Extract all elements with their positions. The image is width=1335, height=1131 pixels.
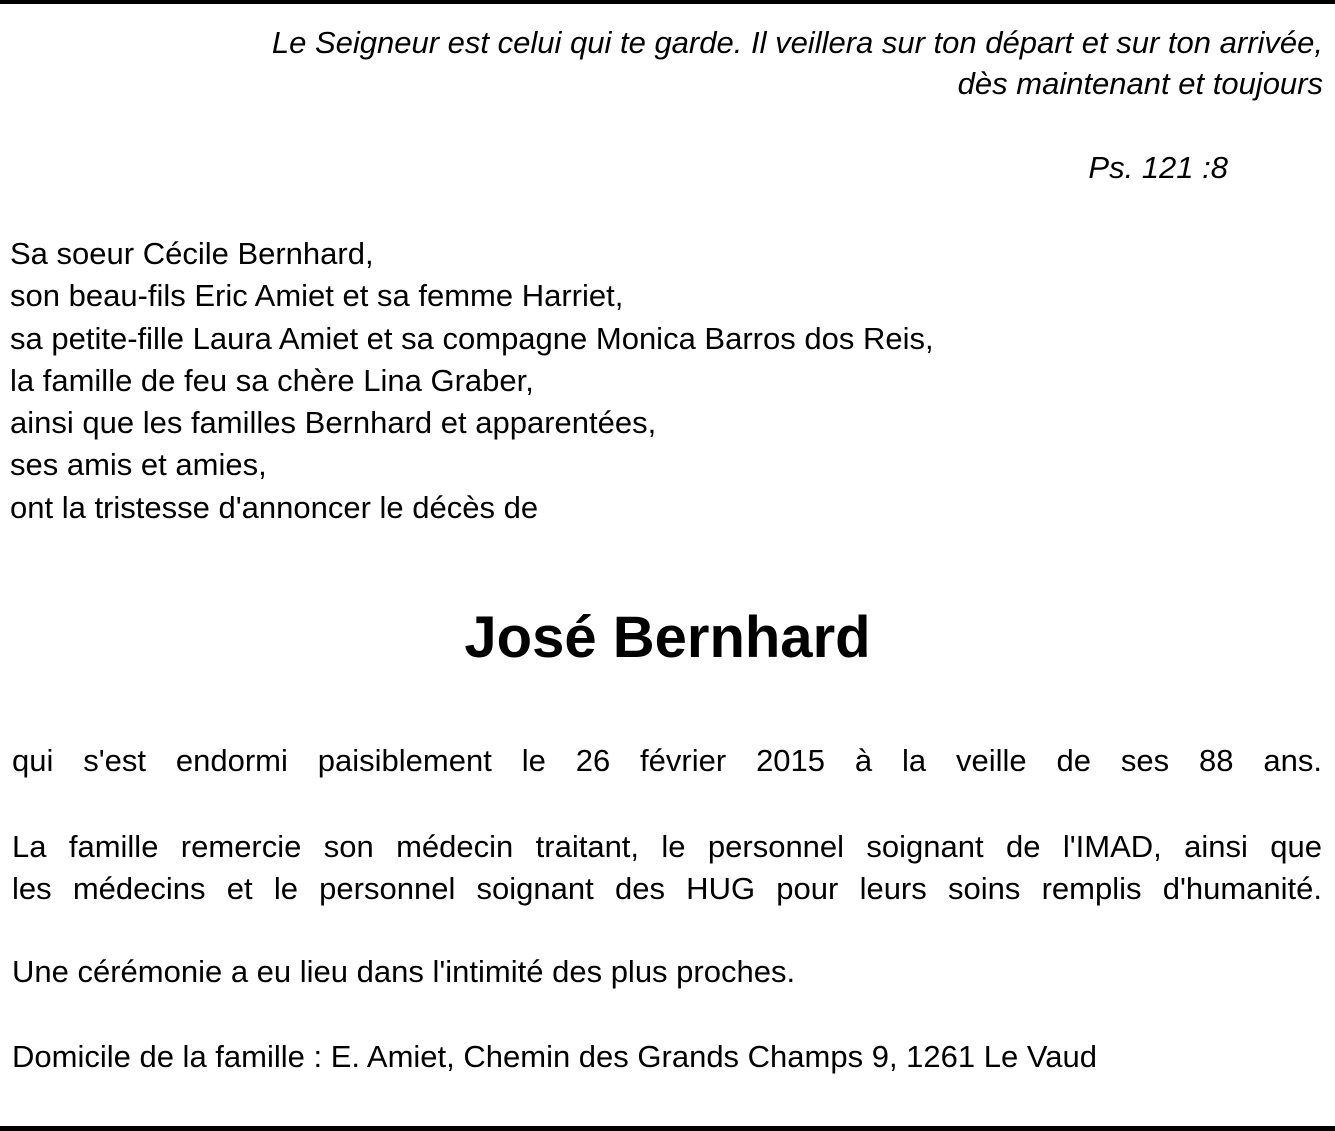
mourner-line: son beau-fils Eric Amiet et sa femme Harriet, <box>10 278 624 314</box>
deceased-name: José Bernhard <box>464 605 871 670</box>
mourner-line: Sa soeur Cécile Bernhard, <box>10 236 374 271</box>
verse-line-1: Le Seigneur est celui qui te garde. Il veillera sur ton départ et sur ton arrivée, <box>271 25 1323 60</box>
mourner-line: ainsi que les familles Bernhard et apparentées, <box>10 405 657 441</box>
mourners-list <box>10 233 934 529</box>
mourner-line: ses amis et amies, <box>10 447 267 483</box>
bible-verse <box>73 22 1323 104</box>
mourner-line: la famille de feu sa chère Lina Graber, <box>10 362 534 398</box>
thanks-line-1: La famille remercie son médecin traitant, le personnel soignant de l'IMAD, ainsi que <box>12 829 1322 864</box>
top-border-rule <box>0 0 1335 4</box>
family-domicile: Domicile de la famille : E. Amiet, Chemin des Grands Champs 9, 1261 Le Vaud <box>12 1039 1097 1074</box>
verse-reference: Ps. 121 :8 <box>1088 150 1228 185</box>
mourner-line: sa petite-fille Laura Amiet et sa compagne Monica Barros dos Reis, <box>10 320 934 356</box>
passing-statement: qui s'est endormi paisiblement le 26 février 2015 à la veille de ses 88 ans. <box>12 743 1322 778</box>
mourner-line: ont la tristesse d'annoncer le décès de <box>10 489 539 525</box>
bottom-border-rule <box>0 1126 1335 1131</box>
thanks-line-2: les médecins et le personnel soignant des HUG pour leurs soins remplis d'humanité. <box>12 871 1322 906</box>
thanks-paragraph <box>12 826 1322 910</box>
verse-line-2: dès maintenant et toujours <box>957 66 1323 101</box>
ceremony-statement: Une cérémonie a eu lieu dans l'intimité des plus proches. <box>12 954 796 989</box>
